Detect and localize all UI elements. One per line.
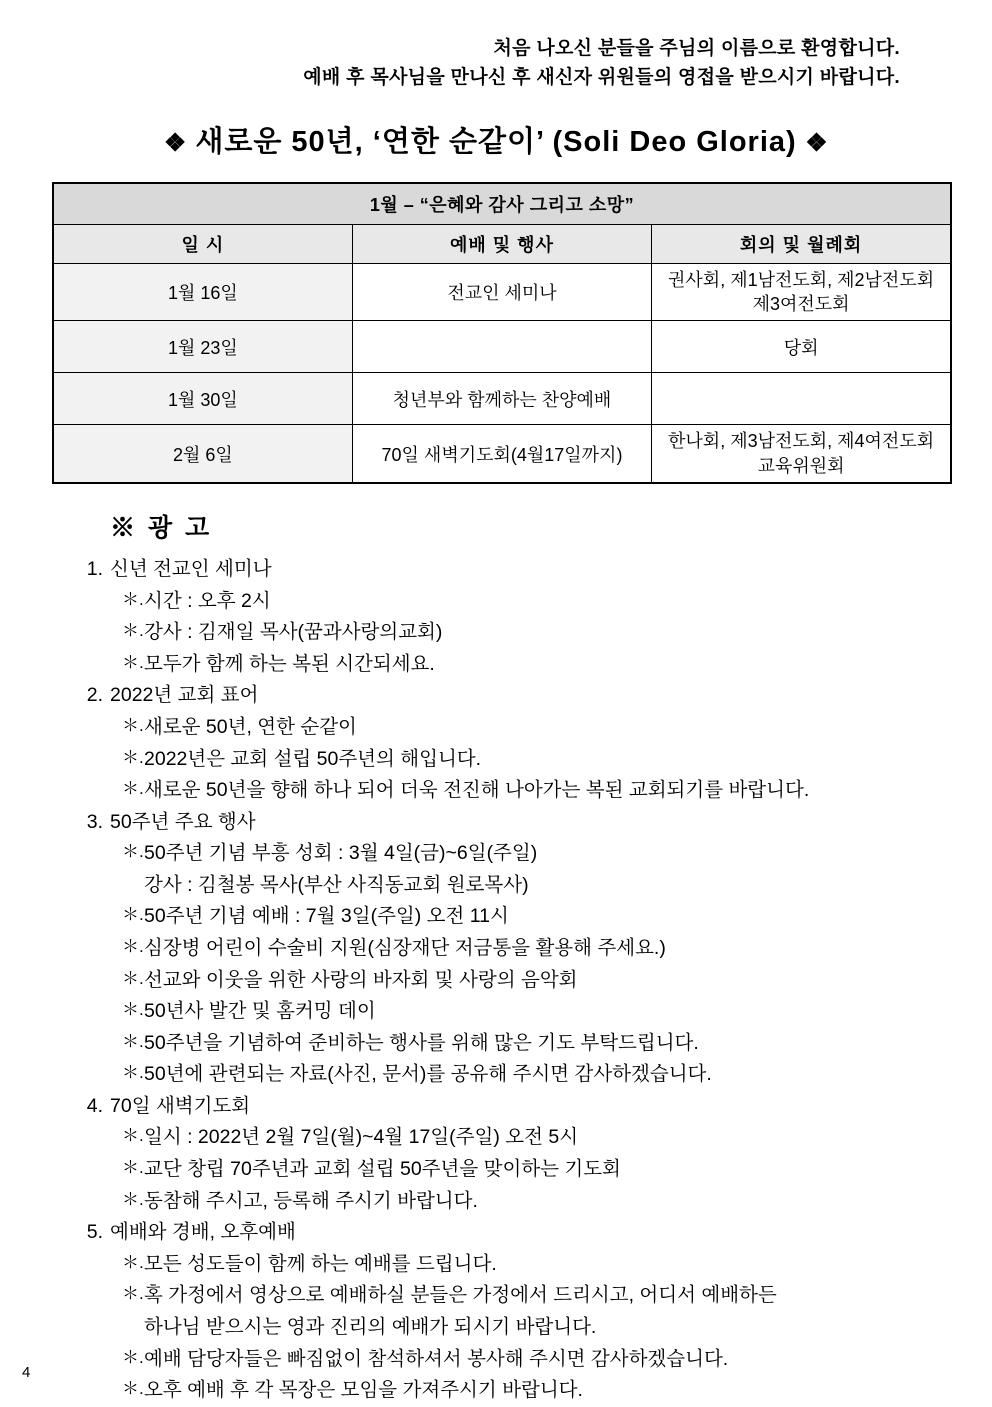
table-caption: 1월 – “은혜와 감사 그리고 소망” bbox=[53, 183, 951, 225]
sub-item-text: 50주년 기념 예배 : 7월 3일(주일) 오전 11시 bbox=[144, 905, 509, 928]
sub-item-text: 모두가 함께 하는 복된 시간되세요. bbox=[144, 652, 435, 675]
item-title: 70일 새벽기도회 bbox=[110, 1094, 251, 1117]
bullet-star-icon: ＊. bbox=[122, 842, 144, 862]
greeting-line-2: 예배 후 목사님을 만나신 후 새신자 위원들의 영접을 받으시기 바랍니다. bbox=[303, 67, 900, 89]
item-number: 4. bbox=[86, 1094, 103, 1117]
sub-item bbox=[122, 1249, 940, 1281]
sub-item-text: 50주년 기념 부흥 성회 : 3월 4일(금)~6일(주일) bbox=[144, 842, 538, 865]
sub-item-text: 50년에 관련되는 자료(사진, 문서)를 공유해 주시면 감사하겠습니다. bbox=[144, 1063, 712, 1086]
bullet-star-icon: ＊. bbox=[122, 747, 144, 767]
sub-item-text: 교단 창립 70주년과 교회 설립 50주년을 맞이하는 기도회 bbox=[144, 1158, 621, 1181]
sub-item bbox=[122, 1059, 940, 1091]
row-meeting-line-1: 한나회, 제3남전도회, 제4여전도회 bbox=[668, 431, 935, 452]
sub-item bbox=[122, 775, 940, 807]
table-row bbox=[53, 425, 951, 483]
diamond-icon-left: ❖ bbox=[163, 128, 187, 157]
sub-item-text: 새로운 50년을 향해 하나 되어 더욱 전진해 나아가는 복된 교회되기를 바랍니다. bbox=[144, 779, 810, 802]
page-number: 4 bbox=[22, 1364, 31, 1381]
bullet-star-icon: ＊. bbox=[122, 589, 144, 609]
bullet-star-icon: ＊. bbox=[122, 779, 144, 799]
row-date: 2월 6일 bbox=[53, 425, 352, 483]
list-item bbox=[80, 554, 940, 586]
sub-item-continuation: 하나님 받으시는 영과 진리의 예배가 되시기 바랍니다. bbox=[144, 1315, 597, 1338]
table-header-meeting: 회의 및 월례회 bbox=[652, 224, 951, 263]
bullet-star-icon: ＊. bbox=[122, 621, 144, 641]
row-event: 전교인 세미나 bbox=[352, 263, 651, 321]
row-meeting-line-2: 교육위원회 bbox=[757, 455, 845, 476]
page-title bbox=[52, 119, 940, 160]
bullet-star-icon: ＊. bbox=[122, 905, 144, 925]
row-meeting-line-1: 권사회, 제1남전도회, 제2남전도회 bbox=[668, 269, 935, 290]
row-event: 청년부와 함께하는 찬양예배 bbox=[352, 373, 651, 425]
sub-item bbox=[122, 1186, 940, 1218]
sub-item bbox=[122, 586, 940, 618]
sub-item bbox=[122, 1344, 940, 1376]
schedule-table bbox=[52, 182, 952, 484]
bullet-star-icon: ＊. bbox=[122, 1031, 144, 1051]
list-item bbox=[80, 807, 940, 839]
bullet-star-icon: ＊. bbox=[122, 1347, 144, 1367]
item-number: 3. bbox=[86, 810, 103, 833]
table-header-row bbox=[53, 224, 951, 263]
sub-item-text: 50주년을 기념하여 준비하는 행사를 위해 많은 기도 부탁드립니다. bbox=[144, 1031, 699, 1054]
sub-item bbox=[122, 996, 940, 1028]
welcome-greeting bbox=[52, 34, 940, 93]
bullet-star-icon: ＊. bbox=[122, 937, 144, 956]
sub-item bbox=[122, 901, 940, 933]
sub-item bbox=[122, 744, 940, 776]
item-title: 2022년 교회 표어 bbox=[110, 684, 259, 707]
bullet-star-icon: ＊. bbox=[122, 1252, 144, 1272]
row-meeting bbox=[652, 425, 951, 483]
sub-item-continuation: 강사 : 김철봉 목사(부산 사직동교회 원로목사) bbox=[144, 873, 529, 896]
sub-item-text: 강사 : 김재일 목사(꿈과사랑의교회) bbox=[144, 621, 443, 644]
sub-item-text: 심장병 어린이 수술비 지원(심장재단 저금통을 활용해 주세요.) bbox=[144, 937, 666, 959]
bullet-star-icon: ＊. bbox=[122, 1189, 144, 1209]
sub-item bbox=[122, 933, 940, 965]
item-number: 1. bbox=[86, 558, 103, 581]
row-meeting bbox=[652, 373, 951, 425]
sub-item-text: 50년사 발간 및 홈커밍 데이 bbox=[144, 1000, 376, 1023]
sub-item bbox=[122, 1028, 940, 1060]
table-row bbox=[53, 263, 951, 321]
sub-item-text: 동참해 주시고, 등록해 주시기 바랍니다. bbox=[144, 1189, 478, 1212]
sub-item-text: 오후 예배 후 각 목장은 모임을 가져주시기 바랍니다. bbox=[144, 1379, 583, 1402]
row-date: 1월 16일 bbox=[53, 263, 352, 321]
row-date: 1월 23일 bbox=[53, 321, 352, 373]
row-event bbox=[352, 321, 651, 373]
item-number: 5. bbox=[86, 1221, 103, 1244]
bullet-star-icon: ＊. bbox=[122, 1126, 144, 1146]
item-number: 2. bbox=[86, 684, 103, 707]
table-row bbox=[53, 321, 951, 373]
table-header-date: 일 시 bbox=[53, 224, 352, 263]
row-event: 70일 새벽기도회(4월17일까지) bbox=[352, 425, 651, 483]
sub-item bbox=[122, 1375, 940, 1407]
announcements-heading: ※ 광 고 bbox=[110, 514, 213, 543]
sub-item-text: 모든 성도들이 함께 하는 예배를 드립니다. bbox=[144, 1252, 497, 1275]
item-title: 신년 전교인 세미나 bbox=[110, 558, 272, 581]
bullet-star-icon: ＊. bbox=[122, 1284, 144, 1304]
bullet-star-icon: ＊. bbox=[122, 1158, 144, 1178]
bullet-star-icon: ＊. bbox=[122, 1000, 144, 1020]
sub-item-text: 예배 담당자들은 빠짐없이 참석하셔서 봉사해 주시면 감사하겠습니다. bbox=[144, 1347, 729, 1370]
item-title: 50주년 주요 행사 bbox=[110, 810, 256, 833]
sub-item-text: 2022년은 교회 설립 50주년의 해입니다. bbox=[144, 747, 482, 770]
sub-item-text: 일시 : 2022년 2월 7일(월)~4월 17일(주일) 오전 5시 bbox=[144, 1126, 579, 1149]
table-row bbox=[53, 373, 951, 425]
page-title-text: 새로운 50년, ‘연한 순같이’ (Soli Deo Gloria) bbox=[195, 125, 797, 158]
diamond-icon-right: ❖ bbox=[805, 128, 829, 157]
sub-item bbox=[122, 965, 940, 997]
sub-item bbox=[122, 617, 940, 649]
table-caption-row bbox=[53, 183, 951, 225]
sub-item-text: 새로운 50년, 연한 순같이 bbox=[144, 715, 357, 738]
sub-item bbox=[122, 1280, 940, 1312]
sub-item bbox=[122, 1122, 940, 1154]
sub-item bbox=[122, 838, 940, 870]
row-meeting: 당회 bbox=[652, 321, 951, 373]
bullet-star-icon: ＊. bbox=[122, 652, 144, 672]
announcements-list bbox=[80, 554, 940, 1407]
item-title: 예배와 경배, 오후예배 bbox=[110, 1221, 296, 1244]
bullet-star-icon: ＊. bbox=[122, 1063, 144, 1083]
sub-item bbox=[122, 1154, 940, 1186]
greeting-line-1: 처음 나오신 분들을 주님의 이름으로 환영합니다. bbox=[493, 38, 900, 59]
row-meeting bbox=[652, 263, 951, 321]
list-item bbox=[80, 1091, 940, 1123]
sub-item bbox=[122, 712, 940, 744]
row-date: 1월 30일 bbox=[53, 373, 352, 425]
list-item bbox=[80, 680, 940, 712]
table-header-event: 예배 및 행사 bbox=[352, 224, 651, 263]
bullet-star-icon: ＊. bbox=[122, 1379, 144, 1399]
bullet-star-icon: ＊. bbox=[122, 968, 144, 988]
sub-item bbox=[122, 649, 940, 681]
sub-item-text: 선교와 이웃을 위한 사랑의 바자회 및 사랑의 음악회 bbox=[144, 968, 578, 991]
sub-item-text: 시간 : 오후 2시 bbox=[144, 589, 271, 612]
list-item bbox=[80, 1217, 940, 1249]
row-meeting-line-2: 제3여전도회 bbox=[752, 294, 850, 315]
sub-item-text: 혹 가정에서 영상으로 예배하실 분들은 가정에서 드리시고, 어디서 예배하든 bbox=[144, 1284, 777, 1307]
bullet-star-icon: ＊. bbox=[122, 715, 144, 735]
